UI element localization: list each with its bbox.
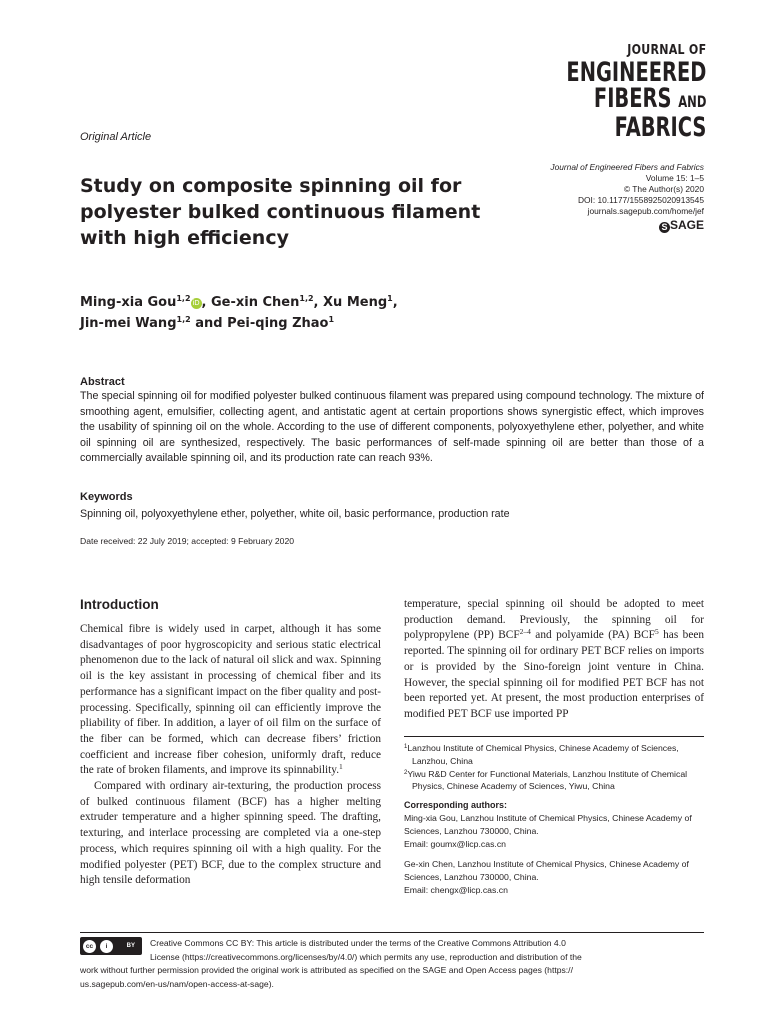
citation-ref[interactable]: 1 [339, 762, 343, 772]
attribution-person-icon: i [100, 940, 113, 953]
logo-and-word: AND [677, 92, 706, 111]
paragraph [80, 622, 381, 779]
author-affiliation-sup: 1,2 [176, 315, 191, 324]
doi-link[interactable]: DOI: 10.1177/1558925020913545 [577, 195, 704, 205]
paragraph: Compared with ordinary air-texturing, the production process of bulked continuous filament (BCF) has a higher melting extruder temperature and a higher spinning speed. The drafting, texturing, and interlace processing are completed via a one-step process, which requires spinning oil with a high quality. For the modified polyester (PET) BCF, due to the complex structure and high tensile deformation [80, 780, 381, 887]
author-name[interactable]: Ming-xia Gou [80, 295, 177, 310]
journal-logo [512, 44, 706, 141]
journal-meta [550, 162, 704, 233]
affiliation-item [404, 742, 704, 768]
keywords-text: Spinning oil, polyoxyethylene ether, polyether, white oil, basic performance, production rate [80, 508, 510, 520]
publisher-logo [550, 218, 704, 233]
paragraph-text: has been reported. The spinning oil for ordinary PET BCF relies on imports or is provided by the Sino-foreign joint venture in China. However, the special spinning oil for modified PET BCF has not been reported yet. At present, the most production enterprises of modified PET BCF use imported PP [404, 629, 704, 720]
author-separator: and [190, 316, 228, 331]
license-line: us.sagepub.com/en-us/nam/open-access-at-sage). [80, 978, 274, 989]
keywords-heading: Keywords [80, 491, 133, 503]
logo-line-journal-of: JOURNAL OF [626, 43, 706, 58]
author-name[interactable]: Ge-xin Chen [211, 295, 300, 310]
logo-line-engineered: ENGINEERED [566, 57, 706, 88]
license-line: Creative Commons CC BY: This article is distributed under the terms of the Creative Commons Attribution 4.0 [150, 938, 566, 948]
author-affiliation-sup: 1,2 [176, 294, 191, 303]
affiliation-sup: 1 [404, 744, 408, 750]
keywords-section [80, 490, 704, 522]
corresponding-address: Ge-xin Chen, Lanzhou Institute of Chemical Physics, Chinese Academy of Sciences, Lanzhou 730000, China. [404, 859, 689, 883]
sage-s-icon: S [659, 222, 670, 233]
affiliation-sup: 2 [404, 769, 408, 776]
license-box [80, 932, 704, 991]
cc-by-label: BY [126, 943, 135, 949]
paragraph [404, 597, 704, 723]
copyright-notice: © The Author(s) 2020 [623, 184, 704, 194]
corresponding-heading: Corresponding authors: [404, 800, 507, 811]
body-column-right [404, 597, 704, 723]
introduction-heading: Introduction [80, 597, 159, 612]
publisher-name: SAGE [669, 218, 704, 232]
license-line: work without further permission provided the original work is attributed as specified on the SAGE and Open Access pages (https:// [80, 965, 573, 976]
license-line: License (https://creativecommons.org/licenses/by/4.0/) which permits any use, reproduction and distribution of the [150, 951, 582, 962]
affiliation-text: Lanzhou Institute of Chemical Physics, Chinese Academy of Sciences, Lanzhou, China [407, 743, 679, 766]
article-title: Study on composite spinning oil for polyester bulked continuous filament with high efficiency [80, 175, 481, 249]
dates-line: Date received: 22 July 2019; accepted: 9 February 2020 [80, 536, 295, 546]
author-affiliation-sup: 1 [387, 294, 393, 303]
citation-ref[interactable]: 2–4 [519, 627, 531, 637]
cc-icon: cc [83, 940, 96, 953]
abstract-text: The special spinning oil for modified polyester bulked continuous filament was prepared using compound technology. The mixture of smoothing agent, emulsifier, collecting agent, and antistatic agent at certain proportions shows synergistic effect, which improves the usability of spinning oil on the whole. According to the use of different components, polyoxyethylene ether, polyether, and white oil spinning oil are synthesized, respectively. The basic performances of self-made spinning oil are better than those of a commercially available spinning oil, and its production rate can reach 93%. [80, 390, 704, 465]
author-name[interactable]: Jin-mei Wang [80, 316, 177, 331]
citation-ref[interactable]: 5 [654, 627, 659, 637]
corresponding-author [404, 858, 704, 896]
journal-url-link[interactable]: journals.sagepub.com/home/jef [587, 206, 704, 216]
paragraph-text: temperature, special spinning oil should be adopted to meet production demand. Previously, the spinning oil for polypropylene (PP) BCF [404, 598, 704, 642]
author-separator: , [392, 295, 398, 310]
cc-by-badge[interactable] [80, 937, 142, 955]
abstract-heading: Abstract [80, 376, 125, 388]
author-separator: , [313, 295, 324, 310]
logo-fibers-word: FIBERS [593, 83, 672, 114]
article-type: Original Article [80, 131, 152, 143]
paragraph-text: Chemical fibre is widely used in carpet, although it has some disadvantages of poor hygroscopicity and serious static electrical phenomenon due to the lack of natural oil slick and wax. Spinning oil is the key assistant in processing of chemical fiber and its performance has a significant impact on the fiber quality and post-processing. Specifically, spinning oil can efficiently improve the pliability of fiber. In addition, a layer of oil film on the surface of the fiber can be formed, which can decrease fibers’ friction coefficient and increase fiber cohesion, uniformly draft, reduce the rate of broken filaments, and improve its spinnability. [80, 623, 381, 777]
affiliations-box [404, 736, 704, 905]
corresponding-email[interactable]: Email: goumx@licp.cas.cn [404, 838, 507, 849]
author-name[interactable]: Xu Meng [323, 295, 388, 310]
journal-name: Journal of Engineered Fibers and Fabrics [550, 162, 704, 172]
logo-line-fibers [566, 83, 706, 115]
author-separator: , [201, 295, 211, 310]
author-list [80, 292, 480, 334]
corresponding-email[interactable]: Email: chengx@licp.cas.cn [404, 884, 508, 895]
corresponding-author [404, 812, 704, 850]
paragraph-text: and polyamide (PA) BCF [530, 629, 655, 642]
corresponding-address: Ming-xia Gou, Lanzhou Institute of Chemical Physics, Chinese Academy of Sciences, Lanzhou 730000, China. [404, 812, 692, 836]
affiliation-text: Yiwu R&D Center for Functional Materials, Lanzhou Institute of Chemical Physics, Chinese Academy of Sciences, Yiwu, China [407, 768, 688, 792]
journal-volume: Volume 15: 1–5 [645, 173, 704, 183]
logo-line-fabrics: FABRICS [614, 112, 706, 143]
abstract-section [80, 375, 704, 467]
author-affiliation-sup: 1,2 [299, 294, 314, 303]
orcid-icon[interactable]: iD [192, 299, 200, 307]
body-column-left [80, 622, 381, 889]
author-name[interactable]: Pei-qing Zhao [227, 316, 329, 331]
affiliation-item [404, 768, 704, 794]
author-affiliation-sup: 1 [328, 315, 335, 324]
